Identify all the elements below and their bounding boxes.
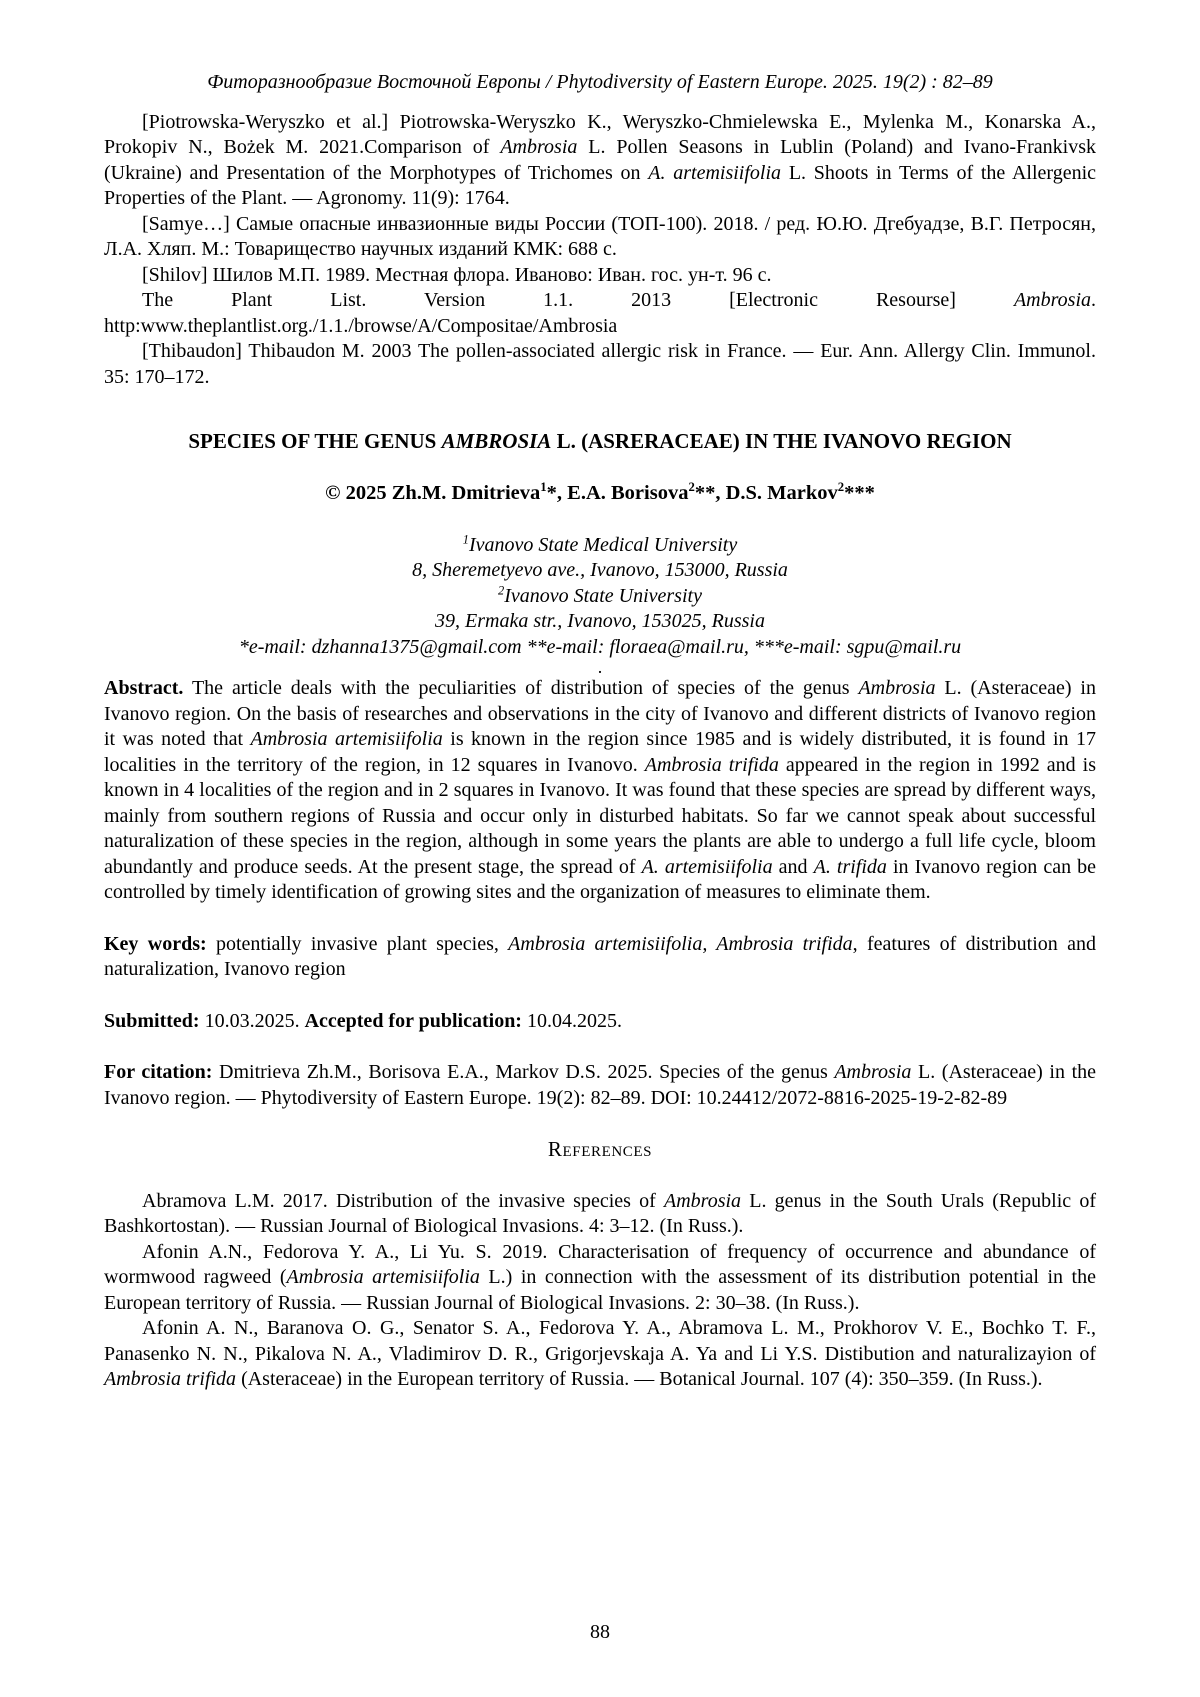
page-number: 88 — [590, 1621, 610, 1643]
affiliation-line: $^2$Ivanovo State University — [498, 582, 702, 607]
previous-page-references — [104, 110, 1096, 391]
reference-item: Afonin A. N., Baranova O. G., Senator S. A., Fedorova Y. A., Abramova L. M., Prokhorov V. E., Bochko T. F., Panasenko N. N., Pikalova N. A., Vladimirov D. R., Grigorjevskaja A. Ya and Li Y.S. Distibution and naturalizayion of Ambrosia trifida (Asteraceae) in the European territory of Russia. — Botanical Journal. 107 (4): 350–359. (In Russ.). — [104, 1317, 1096, 1390]
reference-entry: [Samye…] Самые опасные инвазионные виды России (ТОП-100). 2018. / ред. Ю.Ю. Дгебуадзе, В.Г. Петросян, Л.А. Хляп. М.: Товарищество научных изданий КМК: 688 с. — [104, 212, 1096, 260]
reference-entry: [Piotrowska-Weryszko et al.] Piotrowska-Weryszko K., Weryszko-Chmielewska E., Mylenka M., Konarska A., Prokopiv N., Bożek M. 2021.Comparison of Ambrosia L. Pollen Seasons in Lublin (Poland) and Ivano-Frankivsk (Ukraine) and Presentation of the Morphotypes of Trichomes on A. artemisiifolia L. Shoots in Terms of the Allergenic Properties of the Plant. — Agronomy. 11(9): 1764. — [104, 110, 1097, 209]
affiliation-line: $^1$Ivanovo State Medical University — [462, 531, 738, 556]
reference-entry: [Thibaudon] Thibaudon M. 2003 The pollen-associated allergic risk in France. — Eur. Ann. Allergy Clin. Immunol. 35: 170–172. — [104, 340, 1096, 388]
dot-separator: . — [597, 657, 603, 677]
reference-entry: The Plant List. Version 1.1. 2013 [Electronic Resourse] Ambrosia. http:www.theplantlist.org./1.1./browse/A/Compositae/Ambrosia — [104, 289, 1096, 337]
references-list — [104, 1189, 1096, 1393]
affiliation-address: 39, Ermaka str., Ivanovo, 153025, Russia — [435, 610, 765, 632]
authors-line: © 2025 Zh.M. Dmitrieva$^1$*, E.A. Borisova$^2$**, D.S. Markov$^2$*** — [325, 480, 875, 504]
affiliations-block — [104, 533, 1096, 661]
references-heading: References — [547, 1137, 653, 1161]
keywords-paragraph: Key words: potentially invasive plant species, Ambrosia artemisiifolia, Ambrosia trifida, features of distribution and naturalization, Ivanovo region — [104, 932, 1096, 980]
email-line: *e-mail: dzhanna1375@gmail.com **e-mail: floraea@mail.ru, ***e-mail: sgpu@mail.ru — [238, 635, 962, 658]
article-title: SPECIES OF THE GENUS AMBROSIA L. (ASRERACEAE) IN THE IVANOVO REGION — [188, 429, 1012, 453]
submission-dates: Submitted: 10.03.2025. Accepted for publication: 10.04.2025. — [104, 1009, 622, 1032]
reference-entry: [Shilov] Шилов М.П. 1989. Местная флора. Иваново: Иван. гос. ун-т. 96 с. — [142, 263, 772, 286]
reference-item: Afonin A.N., Fedorova Y. A., Li Yu. S. 2019. Characterisation of frequency of occurrence and abundance of wormwood ragweed (Ambrosia artemisiifolia L.) in connection with the assessment of its distribution potential in the European territory of Russia. — Russian Journal of Biological Invasions. 2: 30–38. (In Russ.). — [104, 1240, 1096, 1314]
journal-header-line: Фиторазнообразие Восточной Европы / Phytodiversity of Eastern Europe. 2025. 19(2) : 82–89 — [207, 71, 993, 93]
citation-paragraph: For citation: Dmitrieva Zh.M., Borisova E.A., Markov D.S. 2025. Species of the genus Ambrosia L. (Asteraceae) in the Ivanovo region. — Phytodiversity of Eastern Europe. 19(2): 82–89. DOI: 10.24412/2072-8816-2025-19-2-82-89 — [104, 1061, 1097, 1109]
affiliation-address: 8, Sheremetyevo ave., Ivanovo, 153000, Russia — [412, 559, 788, 581]
reference-item: Abramova L.M. 2017. Distribution of the invasive species of Ambrosia L. genus in the South Urals (Republic of Bashkortostan). — Russian Journal of Biological Invasions. 4: 3–12. (In Russ.). — [104, 1189, 1096, 1237]
abstract-paragraph: Abstract. The article deals with the peculiarities of distribution of species of the genus Ambrosia L. (Asteraceae) in Ivanovo region. On the basis of researches and observations in the city of Ivanovo and different districts of Ivanovo region it was noted that Ambrosia artemisiifolia is known in the region since 1985 and is widely distributed, it is found in 17 localities in the territory of the region, in 12 squares in Ivanovo. Ambrosia trifida appeared in the region in 1992 and is known in 4 localities of the region and in 2 squares in Ivanovo. It was found that these species are spread by different ways, mainly from southern regions of Russia and occur only in disturbed habitats. So far we cannot speak about successful naturalization of these species in the region, although in some years the plants are able to undergo a full life cycle, bloom abundantly and produce seeds. At the present stage, the spread of A. artemisiifolia and A. trifida in Ivanovo region can be controlled by timely identification of growing sites and the organization of measures to eliminate them. — [104, 677, 1097, 903]
